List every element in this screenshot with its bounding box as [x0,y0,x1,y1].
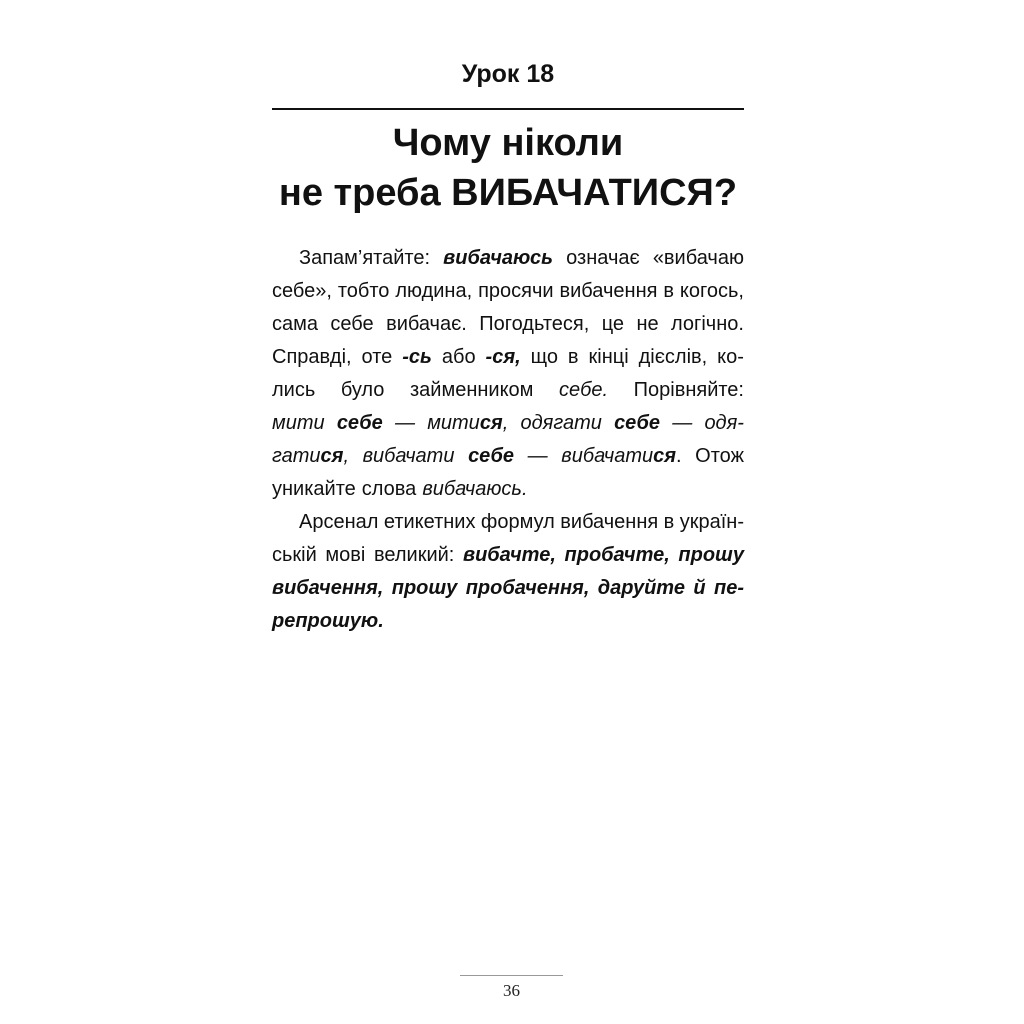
paragraph-1 [272,242,744,506]
word: слова [361,478,417,500]
word: прошу [391,577,458,599]
word-group: митися, [427,412,509,434]
word: репрошую. [272,610,384,632]
word: й [693,577,706,599]
word: Отож [695,445,744,467]
word: формул [480,511,555,533]
word: Арсенал [299,511,379,533]
word: -сь [402,346,432,368]
word-group: гатися, [272,445,350,467]
word: кінці [588,346,629,368]
word: одя- [704,412,744,434]
word: вибачає. [386,313,467,335]
word: займенником [409,379,534,401]
word: Погодьтеся, [479,313,590,335]
word: Запам’ятайте: [299,247,431,269]
word: ській [272,544,317,566]
word: Справді, [272,346,352,368]
word: великий: [374,544,455,566]
word: себе. [559,379,609,401]
word: пробачте, [564,544,670,566]
word: оте [361,346,393,368]
word: одягати [520,412,602,434]
text-line [272,374,744,407]
word: не [636,313,659,335]
word: себе [614,412,661,434]
page-title [272,118,744,218]
word: було [340,379,385,401]
text-line [272,308,744,341]
word: вибачте, [462,544,556,566]
header-rule [272,108,744,110]
word: себе [336,412,383,434]
word: тобто [337,280,390,302]
footer-rule [460,975,563,976]
paragraph-2 [272,506,744,638]
word: мити [272,412,325,434]
word: — [395,412,415,434]
word: пробачення, [465,577,590,599]
page-number: 36 [503,981,520,1000]
word: лись [272,379,316,401]
word: «вибачаю [652,247,744,269]
text-line [272,605,744,638]
text-line [272,407,744,440]
word: — [672,412,693,434]
word: вибачення, [272,577,384,599]
body-text [272,242,744,638]
word: -ся, [485,346,521,368]
word: когось, [679,280,744,302]
word: просячи [478,280,554,302]
word: або [441,346,476,368]
text-line [272,275,744,308]
word: в [567,346,579,368]
text-line [272,539,744,572]
text-line [272,242,744,275]
word: україн- [679,511,744,533]
word: етикетних [383,511,476,533]
word: означає [566,247,640,269]
word: пе- [713,577,744,599]
text-line [272,572,744,605]
word: даруйте [597,577,685,599]
lesson-label: Урок 18 [461,60,555,88]
text-line [272,506,744,539]
word: в [663,280,674,302]
title-line-1: Чому ніколи [392,122,624,164]
title-line-2: не треба ВИБАЧАТИСЯ? [278,172,738,214]
word: себе», [272,280,332,302]
word: — [527,445,548,467]
word: вибачаюсь. [422,478,528,500]
word: логічно. [671,313,744,335]
word: ко- [717,346,744,368]
word: Порівняйте: [633,379,744,401]
word: дієслів, [638,346,708,368]
word: в [663,511,675,533]
word: себе [330,313,374,335]
word: вибачення [559,280,658,302]
word: вибачати [362,445,455,467]
word: це [601,313,625,335]
word-group: вибачатися. [561,445,682,467]
word: себе [468,445,515,467]
word: вибачення [560,511,659,533]
word: вибачаюсь [443,247,554,269]
word: мові [325,544,366,566]
text-line [272,341,744,374]
word: людина, [395,280,473,302]
text-line [272,473,744,506]
word: прошу [678,544,744,566]
text-line [272,440,744,473]
word: уникайте [272,478,356,500]
word: сама [272,313,318,335]
word: що [530,346,558,368]
